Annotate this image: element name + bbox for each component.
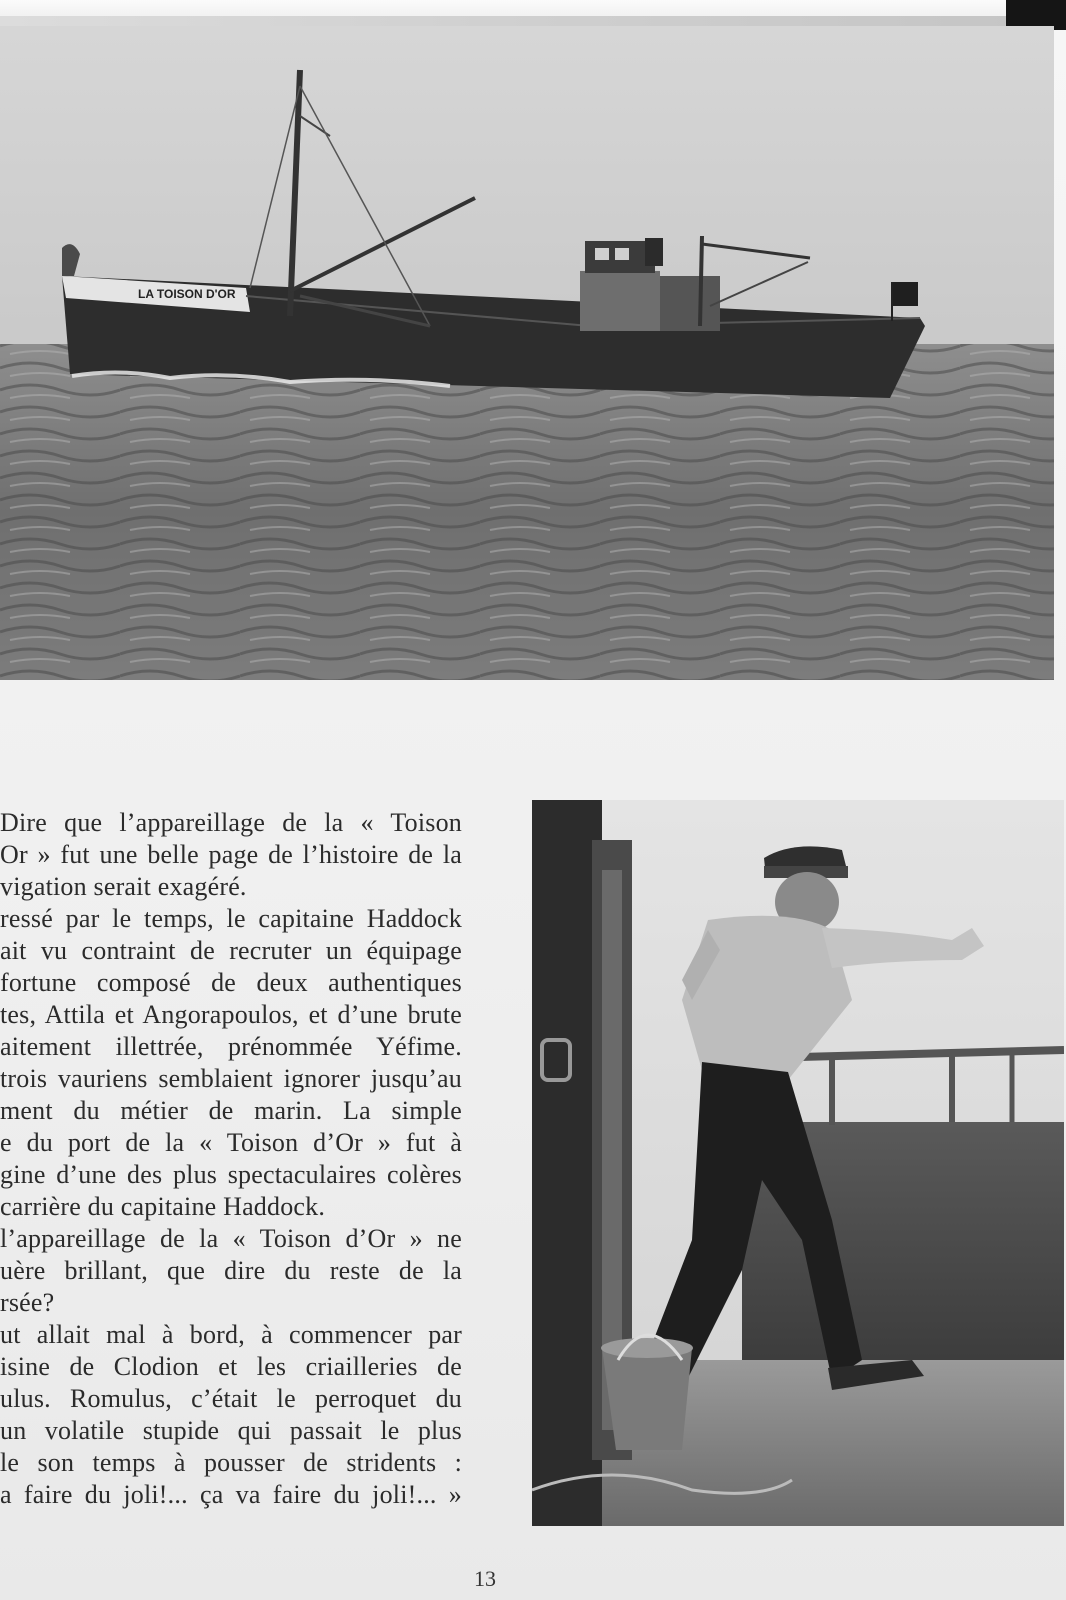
sailor-photo-drawing: [532, 800, 1064, 1526]
ship-photo-drawing: [0, 26, 1054, 680]
bucket: [601, 1335, 693, 1450]
text-line: trois vauriens semblaient ignorer jusqu’au: [0, 1064, 462, 1093]
text-line: e du port de la « Toison d’Or » fut à: [0, 1128, 462, 1157]
ship-hull-name: LA TOISON D'OR: [138, 287, 236, 301]
text-line: aitement illettrée, prénommée Yéfime.: [0, 1032, 462, 1061]
text-line: ait vu contraint de recruter un équipage: [0, 936, 462, 965]
page-number: 13: [474, 1566, 496, 1591]
doorframe: [532, 800, 602, 1526]
text-line: ment du métier de marin. La simple: [0, 1096, 462, 1125]
text-line: rsée?: [0, 1288, 55, 1317]
article-text: [0, 806, 476, 1546]
text-line: uère brillant, que dire du reste de la: [0, 1256, 462, 1285]
text-line: vigation serait exagéré.: [0, 872, 247, 901]
text-line: ressé par le temps, le capitaine Haddock: [0, 904, 462, 933]
text-line: ulus. Romulus, c’était le perroquet du: [0, 1384, 462, 1413]
sea-waves: [0, 344, 1054, 680]
text-line: isine de Clodion et les criailleries de: [0, 1352, 462, 1381]
text-line: a faire du joli!... ça va faire du joli!... »: [0, 1480, 462, 1509]
text-line: ut allait mal à bord, à commencer par: [0, 1320, 462, 1349]
page-top-border: [0, 16, 1066, 26]
text-line: tes, Attila et Angorapoulos, et d’une brute: [0, 1000, 462, 1029]
text-line: l’appareillage de la « Toison d’Or » ne: [0, 1224, 462, 1253]
text-line: gine d’une des plus spectaculaires colères: [0, 1160, 462, 1189]
text-line: un volatile stupide qui passait le plus: [0, 1416, 462, 1445]
text-line: Or » fut une belle page de l’histoire de la: [0, 840, 462, 869]
ship-photograph: [0, 26, 1054, 680]
text-line: Dire que l’appareillage de la « Toison: [0, 808, 462, 837]
text-line: carrière du capitaine Haddock.: [0, 1192, 326, 1221]
sailor-photograph: [532, 800, 1064, 1526]
text-line: le son temps à pousser de stridents :: [0, 1448, 462, 1477]
text-line: fortune composé de deux authentiques: [0, 968, 462, 997]
